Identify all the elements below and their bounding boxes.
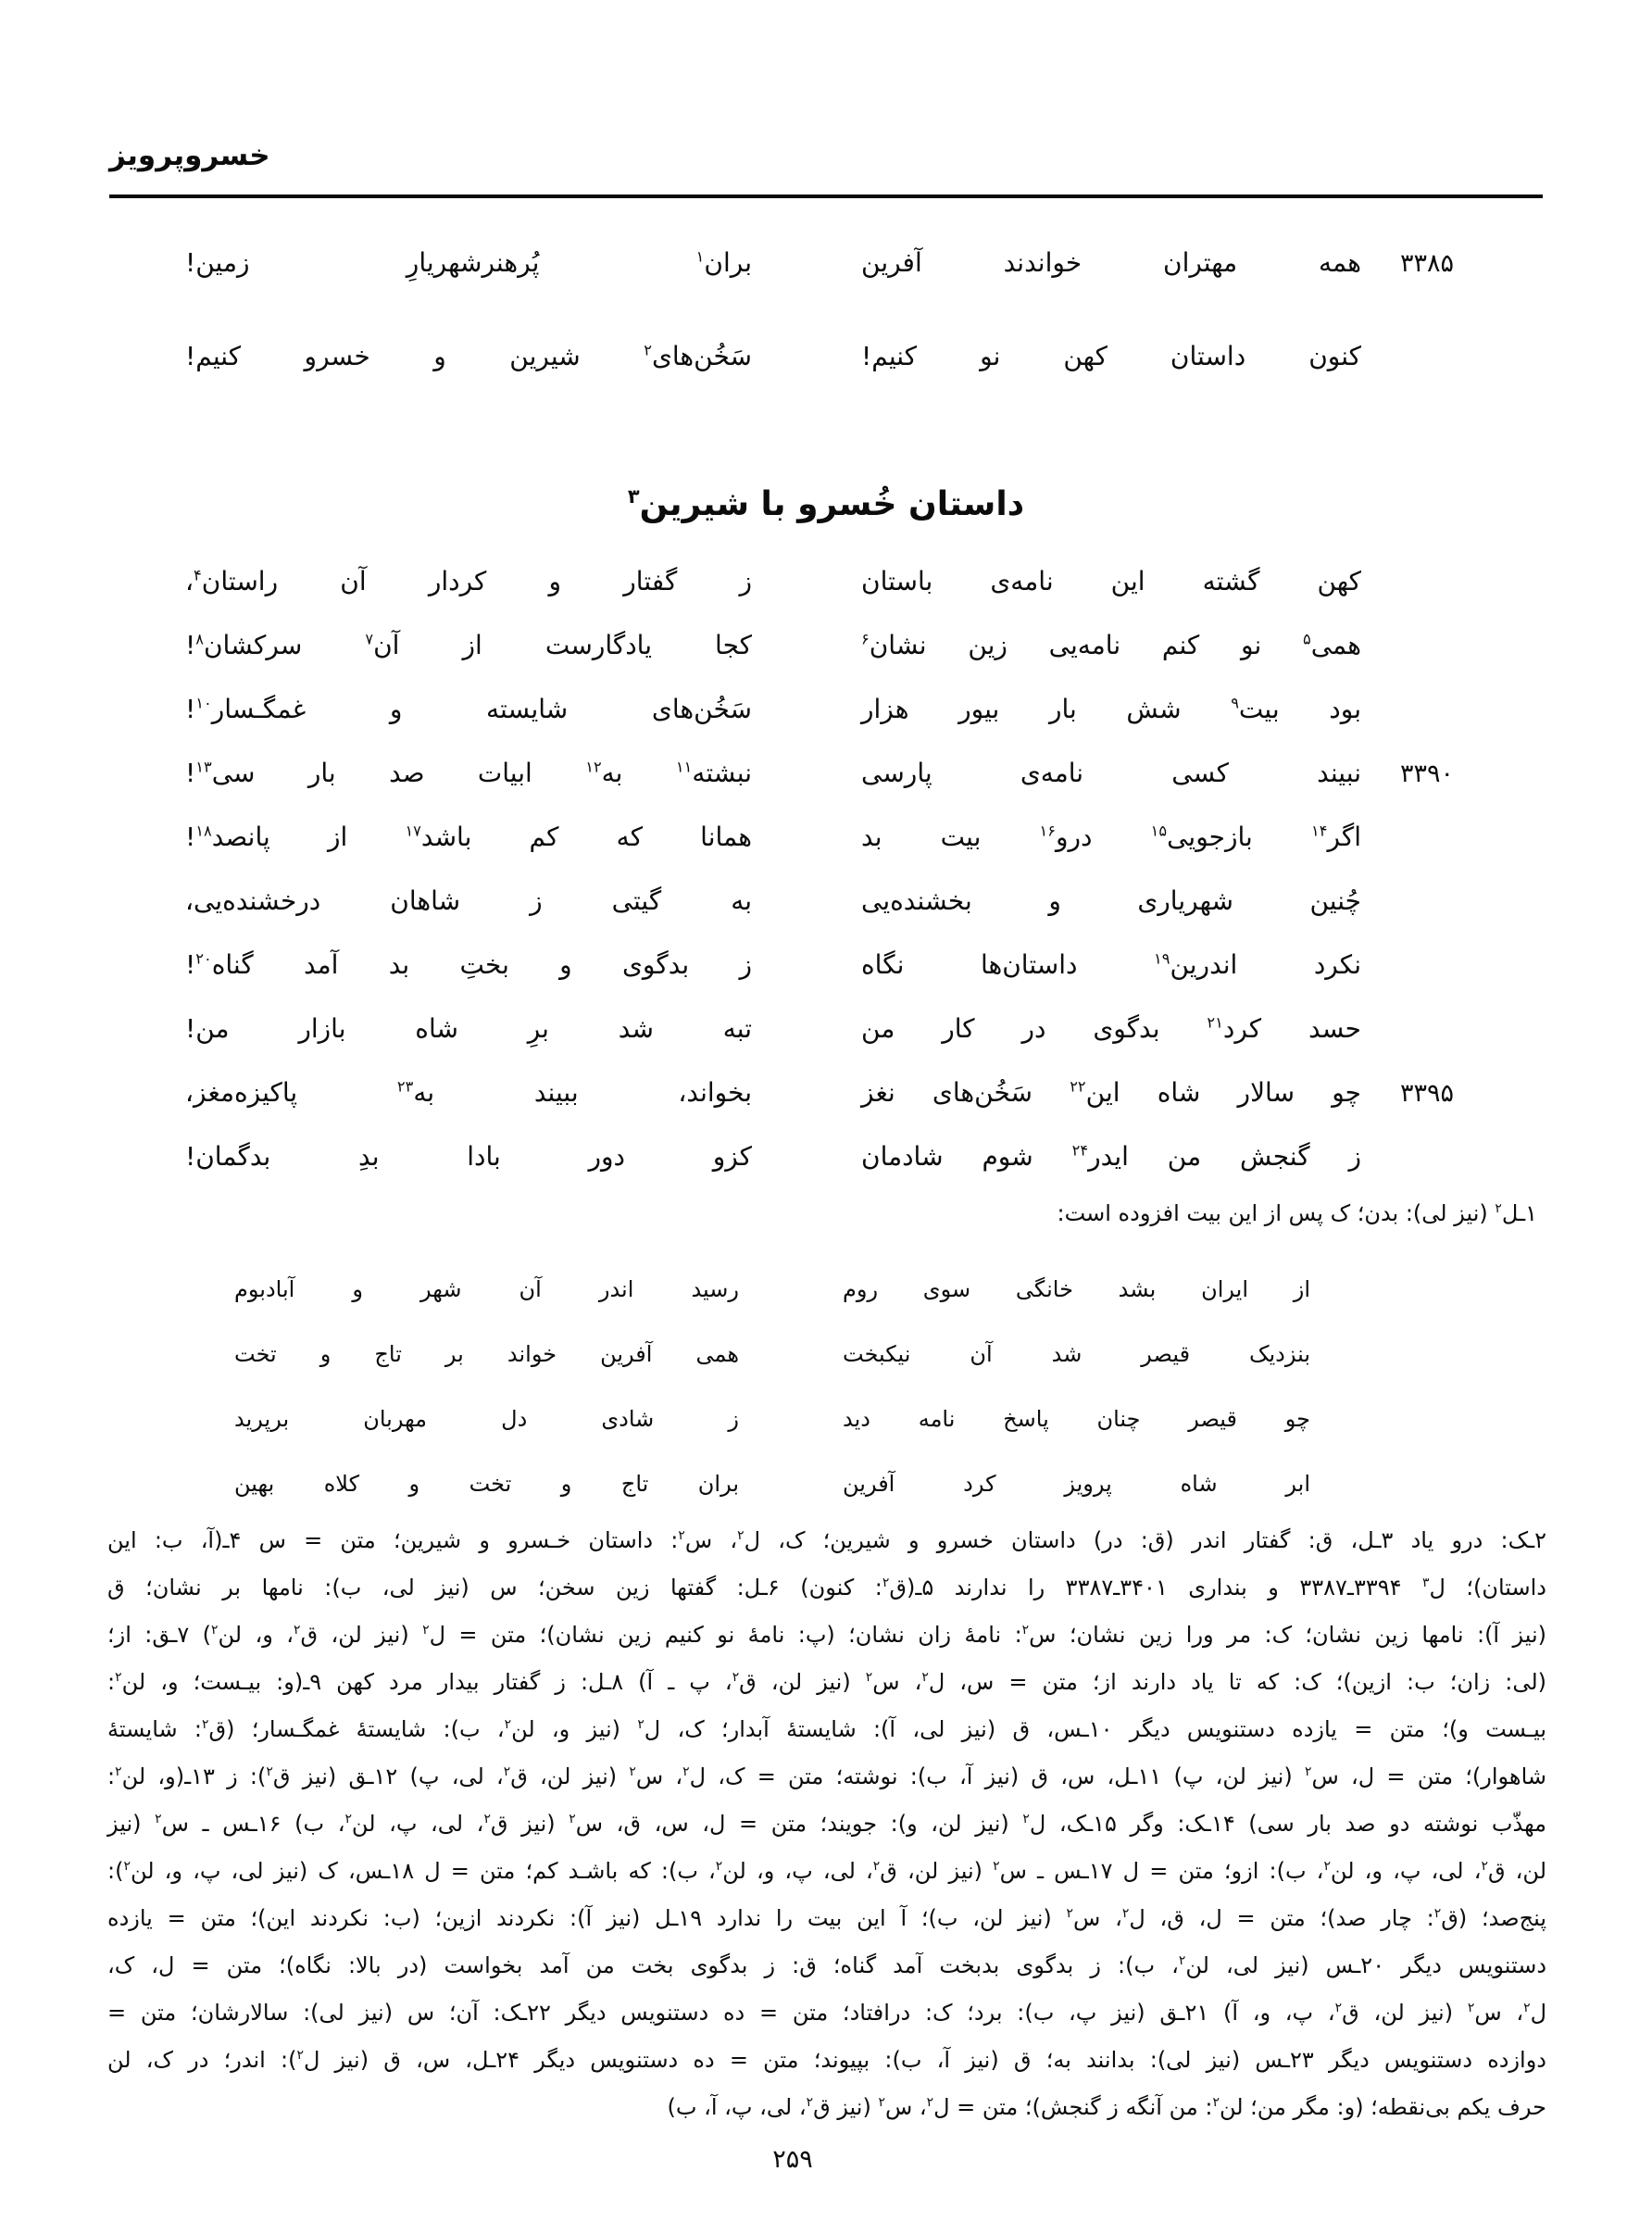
verse-row [0, 689, 1652, 753]
apparatus-line: (لی: زان؛ ب: ازین)؛ ک: که تا یاد دارند از؛ متن = س، ل$^۲$، س$^۲$ (نیز لن، ق$^۲$، پ ـ آ) ۸ـل: ز گفتار بیدار مرد کهن ۹ـ(و: بیـست؛ و، لن$^۲$: [107, 1669, 1547, 1695]
footnote-intro: ۱ـل$^۲$ (نیز لی): بدن؛ ک پس از این بیت افزوده است: [1057, 1200, 1537, 1226]
hemistich-left: سَخُن‌های$^۲$ شیرین و خسرو کنیم! [185, 341, 752, 372]
hemistich-left: رسید اندر آن شهر و آبادبوم [234, 1276, 739, 1302]
verse-row [0, 945, 1652, 1009]
hemistich-right: چو قیصر چنان پاسخ نامه دید [843, 1406, 1310, 1432]
quoted-verse-row [0, 1406, 1652, 1471]
hemistich-right: بنزدیک قیصر شد آن نیکبخت [843, 1341, 1310, 1367]
verse-row [0, 1136, 1652, 1200]
page-number: ۲۵۹ [772, 2145, 813, 2174]
header-rule [109, 195, 1543, 198]
hemistich-left: همی آفرین خواند بر تاج و تخت [234, 1341, 739, 1367]
footnote-quoted-verses [0, 1276, 1652, 1536]
apparatus-line: دستنویس دیگر ۲۰ـس (نیز لی، لن$^۲$، ب): ز بدگوی بدبخت آمد گناه؛ ق: ز بدگوی بخت من آمد بخواست (در بالا: نگاه)؛ متن = ل، ک، [107, 1952, 1547, 1978]
main-verse-block [0, 561, 1652, 1200]
hemistich-right: کنون داستان کهن نو کنیم! [861, 341, 1361, 372]
quoted-verse-row [0, 1341, 1652, 1406]
hemistich-right: از ایران بشد خانگی سوی روم [843, 1276, 1310, 1302]
verse-row [0, 1009, 1652, 1073]
hemistich-right: نبیند کسی نامه‌ی پارسی [861, 758, 1361, 788]
critical-apparatus [107, 1517, 1546, 2131]
opening-couplets [0, 243, 1652, 377]
verse-row [0, 336, 1652, 376]
hemistich-left: تبه شد برِ شاه بازار من! [185, 1013, 752, 1044]
hemistich-left: همانا که کم باشد$^{۱۷}$ از پانصد$^{۱۸}$! [185, 822, 752, 852]
hemistich-left: نبشته$^{۱۱}$ به$^{۱۲}$ ابیات صد بار سی$^{۱۳}$! [185, 758, 752, 788]
apparatus-line: پنج‌صد؛ (ق$^۲$: چار صد)؛ متن = ل، ق، ل$^۲$، س$^۲$ (نیز لن، ب)؛ آ این بیت را ندارد ۱۹ـل (نیز آ): نکردند ازین؛ (ب: نکردند این)؛ متن = یازده [107, 1905, 1547, 1931]
hemistich-right: چُنین شهریاری و بخشنده‌یی [861, 885, 1361, 916]
verse-row [0, 753, 1652, 817]
verse-row [0, 561, 1652, 625]
hemistich-right: کهن گشته این نامه‌ی باستان [861, 566, 1361, 596]
hemistich-left: ز بدگوی و بختِ بد آمد گناه$^{۲۰}$! [185, 949, 752, 980]
hemistich-left: کزو دور بادا بدِ بدگمان! [185, 1141, 752, 1172]
apparatus-line: مهذّب نوشته دو صد بار سی) ۱۴ـک: وگر ۱۵ـک، ل$^۲$ (نیز لن، و): جویند؛ متن = ل، س، ق، س$^۲$ (نیز ق$^۲$، لی، پ، لن$^۲$، ب) ۱۶ـس ـ س$^۲$ (نیز [107, 1811, 1546, 1837]
hemistich-left: کجا یادگارست از آن$^۷$ سرکشان$^۸$! [185, 630, 752, 660]
verse-number: ۳۳۹۵ [1399, 1079, 1454, 1108]
hemistich-right: نکرد اندرین$^{۱۹}$ داستان‌ها نگاه [861, 949, 1361, 980]
verse-row [0, 817, 1652, 881]
hemistich-right: همه مهتران خواندند آفرین [861, 247, 1361, 278]
hemistich-left: بخواند، ببیند به$^{۲۳}$ پاکیزه‌مغز، [185, 1077, 752, 1108]
hemistich-right: بود بیت$^۹$ شش بار بیور هزار [861, 694, 1361, 724]
verse-number: ۳۳۸۵ [1399, 249, 1454, 278]
quoted-verse-row [0, 1276, 1652, 1341]
hemistich-left: سَخُن‌های شایسته و غمگـسار$^{۱۰}$! [185, 694, 752, 724]
verse-row [0, 243, 1652, 282]
apparatus-line: ل$^۲$، س$^۲$ (نیز لن، ق$^۲$، پ، و، آ) ۲۱ـق (نیز پ، ب): برد؛ ک: درافتاد؛ متن = ده دستنویس دیگر ۲۲ـک: آن؛ س (نیز لی): سالارشان؛ متن = [107, 2000, 1547, 2026]
apparatus-line: دوازده دستنویس دیگر ۲۳ـس (نیز لی): بدانند به؛ ق (نیز آ، ب): بپیوند؛ متن = ده دستنویس دیگر ۲۴ـل، س، ق (نیز ل$^۲$): اندر؛ در ک، لن [107, 2047, 1546, 2073]
apparatus-line: شاهوار)؛ متن = ل، س$^۲$ (نیز لن، پ) ۱۱ـل، س، ق (نیز آ، ب): نوشته؛ متن = ک، ل$^۲$، س$^۲$ (نیز لن، ق$^۲$، لی، پ) ۱۲ـق (نیز ق$^۲$): ز ۱۳ـ(و، لن$^۲$: [107, 1763, 1547, 1789]
hemistich-right: همی$^۵$ نو کنم نامه‌یی زین نشان$^۶$ [861, 630, 1361, 660]
hemistich-right: ز گنجش من ایدر$^{۲۴}$ شوم شادمان [861, 1141, 1361, 1172]
verse-number: ۳۳۹۰ [1399, 759, 1454, 788]
hemistich-left: ز گفتار و کردار آن راستان$^۴$، [185, 566, 752, 596]
hemistich-left: به گیتی ز شاهان درخشنده‌یی، [185, 885, 752, 916]
hemistich-right: ابر شاه پرویز کرد آفرین [843, 1471, 1310, 1497]
section-heading: داستان خُسرو با شیرین$^۳$ [627, 485, 1025, 523]
apparatus-line: ۲ـک: درو یاد ۳ـل، ق: گفتار اندر (ق: در) داستان خسرو و شیرین؛ ک، ل$^۲$، س$^۲$: داستان خـسرو و شیرین؛ متن = س ۴ـ(آ، ب: این [107, 1527, 1547, 1553]
apparatus-line: داستان)؛ ل$^۳$ ۳۳۹۴ـ۳۳۸۷ و بنداری ۳۴۰۱ـ۳۳۸۷ را ندارند ۵ـ(ق$^۲$: کنون) ۶ـل: گفتها زین سخن؛ س (نیز لی، ب): نامها بر نشان؛ ق [107, 1575, 1546, 1600]
hemistich-left: بران تاج و تخت و کلاه بهین [234, 1471, 739, 1497]
apparatus-line: لن، ق$^۲$، لی، پ، و، لن$^۲$، ب): ازو؛ متن = ل ۱۷ـس ـ س$^۲$ (نیز لن، ق$^۲$، لی، پ، و، لن$^۲$، ب): که باشـد کم؛ متن = ل ۱۸ـس، ک (نیز لی، پ، و، لن$^۲$): [107, 1858, 1547, 1884]
verse-row [0, 1073, 1652, 1136]
hemistich-right: حسد کرد$^{۲۱}$ بدگوی در کار من [861, 1013, 1361, 1044]
hemistich-right: چو سالار شاه این$^{۲۲}$ سَخُن‌های نغز [861, 1077, 1361, 1108]
verse-row [0, 625, 1652, 689]
apparatus-line: (نیز آ): نامها زین نشان؛ ک: مر ورا زین نشان؛ س$^۲$: نامهٔ زان نشان؛ (پ: نامهٔ نو کنیم زین نشان)؛ متن = ل$^۲$ (نیز لن، ق$^۲$، و، لن$^۲$) ۷ـق: از؛ [107, 1622, 1547, 1648]
hemistich-right: اگر$^{۱۴}$ بازجویی$^{۱۵}$ درو$^{۱۶}$ بیت بد [861, 822, 1361, 852]
apparatus-line: بیـست و)؛ متن = یازده دستنویس دیگر ۱۰ـس، ق (نیز لی، آ): شایستهٔ آبدار؛ ک، ل$^۲$ (نیز و، لن$^۲$، ب): شایستهٔ غمگـسار؛ (ق$^۲$: شایستهٔ [107, 1716, 1547, 1742]
apparatus-line: حرف یکم بی‌نقطه؛ (و: مگر من؛ لن$^۲$: من آنگه ز گنجش)؛ متن = ل$^۲$، س$^۲$ (نیز ق$^۲$، لی، پ، آ، ب) [667, 2094, 1546, 2120]
hemistich-left: ز شادی دل مهربان برپرید [234, 1406, 739, 1432]
hemistich-left: بران$^۱$ پُرهنرشهریارِ زمین! [185, 247, 752, 278]
verse-row [0, 881, 1652, 945]
running-head: خسروپرویز [109, 139, 270, 172]
